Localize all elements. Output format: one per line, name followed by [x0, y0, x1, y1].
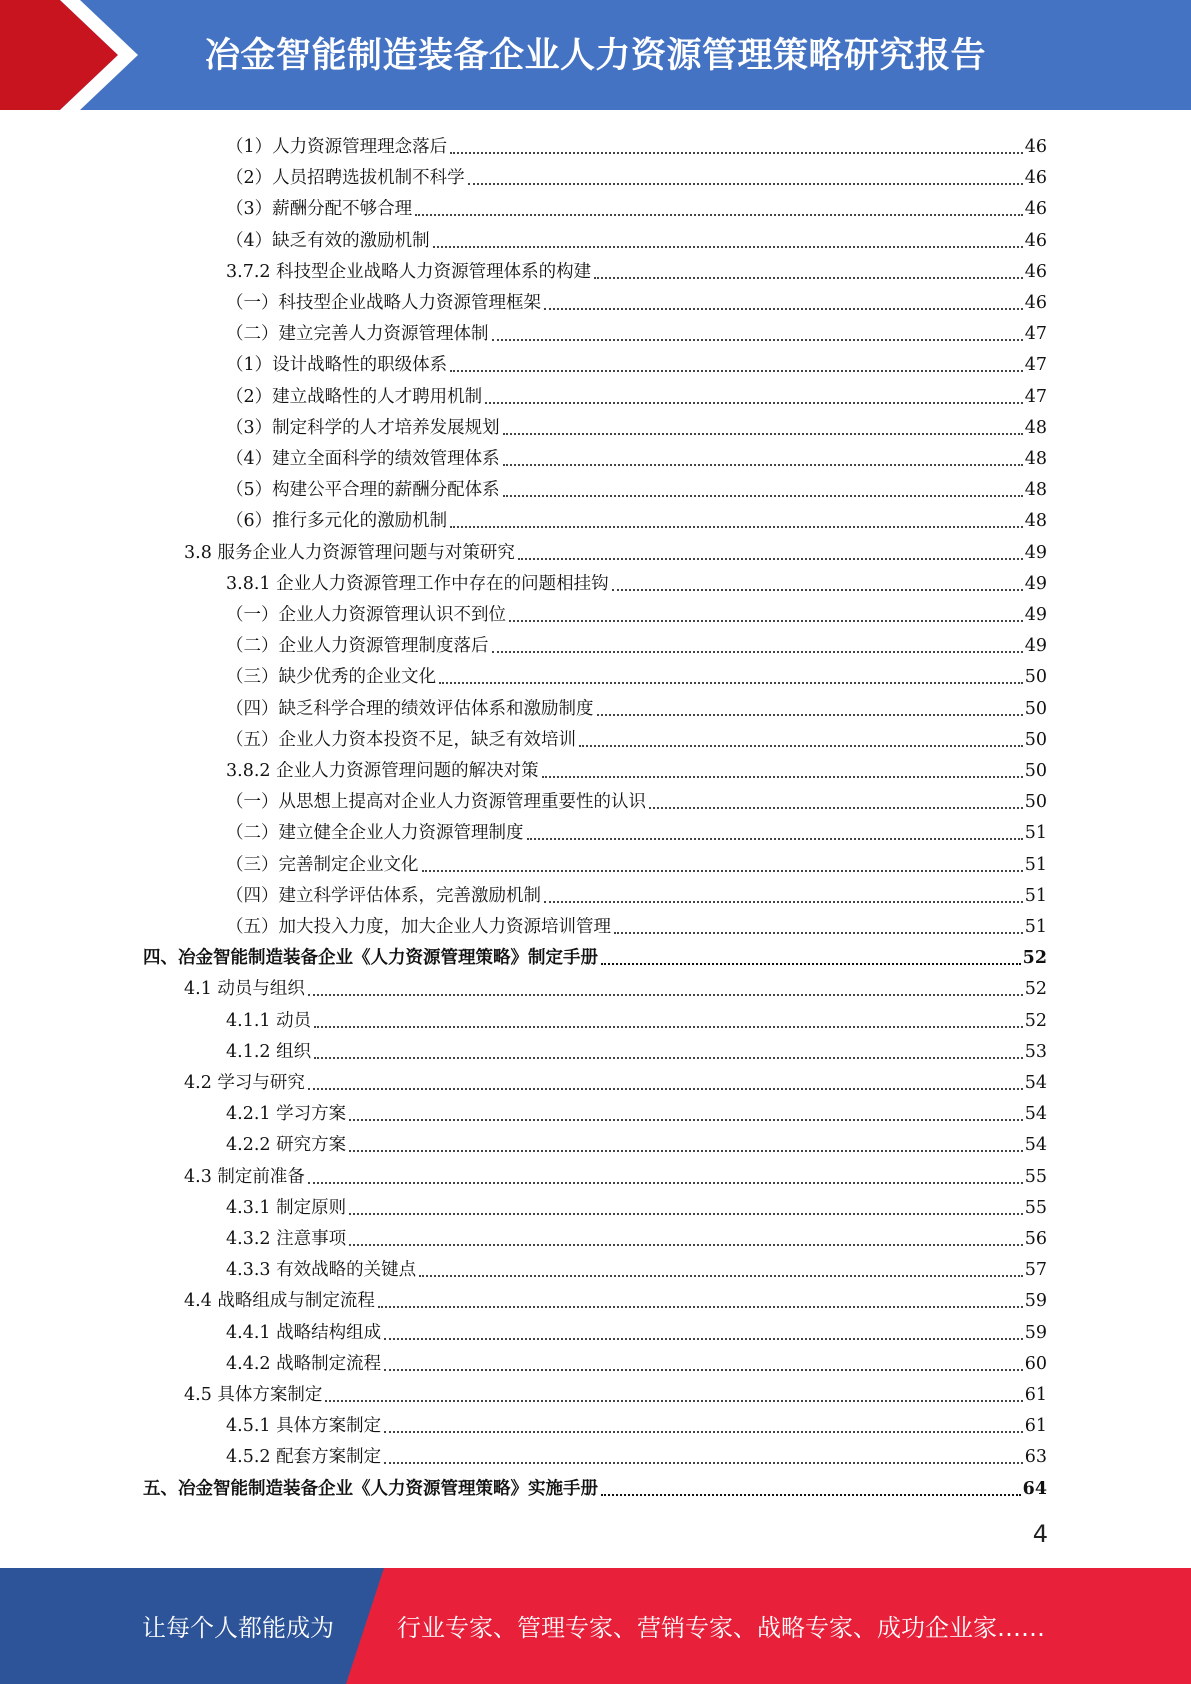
- toc-leader-dots: [422, 870, 1023, 872]
- toc-entry-label: 4.2.2 研究方案: [226, 1135, 347, 1156]
- toc-entry-page: 57: [1024, 1260, 1047, 1281]
- toc-entry[interactable]: [184, 533, 1047, 564]
- toc-entry-label: 4.4.2 战略制定流程: [226, 1353, 382, 1374]
- toc-entry-label: （二）企业人力资源管理制度落后: [226, 636, 489, 657]
- toc-entry[interactable]: [226, 283, 1047, 314]
- toc-entry-page: 46: [1024, 199, 1047, 220]
- toc-entry-label: 4.3 制定前准备: [184, 1166, 305, 1187]
- toc-leader-dots: [349, 1150, 1023, 1152]
- toc-leader-dots: [492, 339, 1023, 341]
- toc-leader-dots: [314, 1057, 1023, 1059]
- toc-leader-dots: [649, 807, 1023, 809]
- toc-entry-label: 4.2 学习与研究: [184, 1073, 305, 1093]
- toc-entry-page: 59: [1024, 1291, 1047, 1312]
- toc-entry-label: 4.5 具体方案制定: [184, 1385, 323, 1405]
- toc-entry[interactable]: [226, 907, 1047, 938]
- toc-entry-page: 63: [1024, 1447, 1047, 1468]
- toc-entry-label: （二）建立完善人力资源管理体制: [226, 324, 489, 345]
- toc-entry[interactable]: [226, 439, 1047, 470]
- toc-entry-label: 4.4.1 战略结构组成: [226, 1322, 382, 1343]
- toc-entry-label: （三）完善制定企业文化: [226, 854, 419, 875]
- toc-entry-page: 48: [1024, 417, 1047, 438]
- toc-entry-page: 50: [1024, 792, 1047, 813]
- toc-entry-page: 49: [1024, 573, 1047, 594]
- toc-entry-label: （四）缺乏科学合理的绩效评估体系和激励制度: [226, 698, 594, 719]
- page-footer: [0, 1568, 1191, 1684]
- page-number: 4: [1032, 1520, 1048, 1548]
- toc-entry-page: 64: [1022, 1478, 1047, 1499]
- toc-entry-page: 46: [1024, 137, 1047, 157]
- toc-entry-label: （三）缺少优秀的企业文化: [226, 667, 436, 688]
- toc-leader-dots: [378, 1306, 1023, 1308]
- toc-leader-dots: [503, 433, 1023, 435]
- toc-leader-dots: [503, 464, 1023, 466]
- toc-leader-dots: [601, 963, 1021, 965]
- toc-entry[interactable]: [226, 564, 1047, 595]
- toc-entry-page: 54: [1024, 1135, 1047, 1156]
- toc-entry[interactable]: [184, 969, 1047, 1000]
- toc-entry[interactable]: [226, 345, 1047, 376]
- toc-entry[interactable]: [226, 470, 1047, 501]
- toc-entry-page: 52: [1022, 948, 1047, 969]
- toc-entry-label: 四、冶金智能制造装备企业《人力资源管理策略》制定手册: [143, 948, 598, 969]
- toc-entry-label: （6）推行多元化的激励机制: [226, 511, 448, 532]
- toc-entry[interactable]: [226, 626, 1047, 657]
- toc-entry-label: （5）构建公平合理的薪酬分配体系: [226, 480, 500, 501]
- toc-entry-page: 55: [1024, 1166, 1047, 1187]
- toc-entry-page: 47: [1024, 355, 1047, 376]
- toc-entry[interactable]: [226, 127, 1047, 158]
- toc-entry[interactable]: [226, 501, 1047, 532]
- toc-entry-page: 46: [1024, 230, 1047, 251]
- toc-entry[interactable]: [226, 189, 1047, 220]
- toc-entry-page: 48: [1024, 511, 1047, 532]
- toc-entry[interactable]: [226, 1094, 1047, 1125]
- toc-entry[interactable]: [226, 1344, 1047, 1375]
- toc-leader-dots: [384, 1338, 1023, 1340]
- toc-leader-dots: [349, 1119, 1023, 1121]
- toc-leader-dots: [450, 526, 1023, 528]
- toc-entry-page: 49: [1024, 605, 1047, 625]
- toc-entry-label: 4.1.1 动员: [226, 1010, 312, 1031]
- toc-entry-page: 56: [1024, 1229, 1047, 1249]
- toc-entry[interactable]: [226, 1219, 1047, 1250]
- toc-leader-dots: [612, 589, 1023, 591]
- toc-entry[interactable]: [226, 782, 1047, 813]
- toc-entry-label: 4.3.3 有效战略的关键点: [226, 1260, 417, 1281]
- toc-entry-label: 3.8.1 企业人力资源管理工作中存在的问题相挂钩: [226, 573, 609, 594]
- toc-entry-page: 54: [1024, 1073, 1047, 1093]
- toc-entry[interactable]: [226, 876, 1047, 907]
- toc-entry-page: 60: [1024, 1353, 1047, 1374]
- toc-entry[interactable]: [226, 751, 1047, 782]
- toc-leader-dots: [439, 682, 1023, 684]
- toc-entry-label: （一）科技型企业战略人力资源管理框架: [226, 293, 541, 313]
- toc-leader-dots: [419, 1275, 1023, 1277]
- toc-entry-label: 4.5.2 配套方案制定: [226, 1447, 382, 1468]
- toc-leader-dots: [601, 1494, 1021, 1496]
- toc-entry-label: （4）缺乏有效的激励机制: [226, 230, 430, 251]
- toc-entry-page: 50: [1024, 698, 1047, 719]
- toc-entry[interactable]: [226, 1032, 1047, 1063]
- toc-entry-page: 46: [1024, 293, 1047, 313]
- toc-entry-page: 46: [1024, 168, 1047, 189]
- toc-leader-dots: [308, 1182, 1023, 1184]
- toc-entry[interactable]: [226, 377, 1047, 408]
- toc-entry-label: 五、冶金智能制造装备企业《人力资源管理策略》实施手册: [143, 1478, 598, 1499]
- toc-entry-label: 4.4 战略组成与制定流程: [184, 1291, 375, 1312]
- toc-entry-page: 55: [1024, 1197, 1047, 1218]
- toc-entry-page: 61: [1024, 1385, 1047, 1405]
- toc-entry-label: （一）企业人力资源管理认识不到位: [226, 605, 506, 625]
- toc-entry-label: 4.1 动员与组织: [184, 979, 305, 1000]
- toc-leader-dots: [308, 1088, 1023, 1090]
- toc-entry-label: 4.3.1 制定原则: [226, 1197, 347, 1218]
- toc-entry-label: 3.8 服务企业人力资源管理问题与对策研究: [184, 542, 515, 563]
- toc-entry-label: （1）设计战略性的职级体系: [226, 355, 448, 376]
- toc-entry-label: 4.1.2 组织: [226, 1041, 312, 1062]
- toc-leader-dots: [384, 1462, 1023, 1464]
- toc-entry-page: 51: [1024, 823, 1047, 844]
- toc-leader-dots: [544, 308, 1023, 310]
- toc-leader-dots: [492, 651, 1023, 653]
- toc-entry[interactable]: [226, 1250, 1047, 1281]
- toc-entry-page: 54: [1024, 1104, 1047, 1125]
- toc-entry[interactable]: [143, 938, 1047, 969]
- toc-leader-dots: [509, 620, 1023, 622]
- toc-entry[interactable]: [226, 689, 1047, 720]
- report-title: 冶金智能制造装备企业人力资源管理策略研究报告: [205, 36, 987, 76]
- toc-entry-label: （五）加大投入力度，加大企业人力资源培训管理: [226, 917, 611, 937]
- toc-entry-page: 53: [1024, 1041, 1047, 1062]
- toc-entry-page: 51: [1024, 917, 1047, 937]
- toc-entry-label: 3.8.2 企业人力资源管理问题的解决对策: [226, 761, 539, 781]
- toc-entry-label: （二）建立健全企业人力资源管理制度: [226, 823, 524, 844]
- toc-entry[interactable]: [226, 1125, 1047, 1156]
- toc-leader-dots: [518, 558, 1023, 560]
- toc-entry-page: 51: [1024, 854, 1047, 875]
- toc-entry[interactable]: [226, 1188, 1047, 1219]
- toc-entry-page: 48: [1024, 449, 1047, 469]
- toc-entry[interactable]: [184, 1375, 1047, 1406]
- toc-leader-dots: [468, 183, 1023, 185]
- toc-entry[interactable]: [226, 845, 1047, 876]
- toc-leader-dots: [542, 776, 1023, 778]
- toc-leader-dots: [485, 402, 1023, 404]
- toc-entry-page: 50: [1024, 667, 1047, 688]
- toc-leader-dots: [597, 714, 1023, 716]
- toc-leader-dots: [349, 1213, 1023, 1215]
- toc-entry[interactable]: [226, 252, 1047, 283]
- toc-entry[interactable]: [143, 1469, 1047, 1500]
- toc-leader-dots: [314, 1026, 1023, 1028]
- toc-entry[interactable]: [226, 221, 1047, 252]
- toc-entry-label: 3.7.2 科技型企业战略人力资源管理体系的构建: [226, 261, 592, 282]
- toc-entry-label: （五）企业人力资本投资不足，缺乏有效培训: [226, 729, 576, 750]
- toc-entry-label: （3）薪酬分配不够合理: [226, 199, 413, 220]
- footer-slogan-left: 让每个人都能成为: [142, 1614, 334, 1642]
- toc-entry[interactable]: [226, 1001, 1047, 1032]
- toc-leader-dots: [614, 932, 1023, 934]
- toc-entry[interactable]: [226, 657, 1047, 688]
- toc-leader-dots: [384, 1369, 1023, 1371]
- toc-entry-page: 47: [1024, 324, 1047, 345]
- toc-leader-dots: [325, 1400, 1022, 1402]
- toc-leader-dots: [594, 277, 1023, 279]
- toc-entry[interactable]: [226, 158, 1047, 189]
- toc-leader-dots: [415, 214, 1023, 216]
- toc-entry[interactable]: [226, 1313, 1047, 1344]
- toc-leader-dots: [433, 246, 1023, 248]
- toc-entry-page: 51: [1024, 885, 1047, 906]
- toc-entry-label: 4.3.2 注意事项: [226, 1229, 347, 1249]
- header-arrow-decoration: [0, 0, 200, 110]
- toc-entry-label: （2）人员招聘选拔机制不科学: [226, 168, 465, 189]
- toc-leader-dots: [384, 1431, 1023, 1433]
- toc-entry-label: （3）制定科学的人才培养发展规划: [226, 417, 500, 438]
- toc-leader-dots: [503, 495, 1023, 497]
- toc-entry[interactable]: [184, 1281, 1047, 1312]
- toc-entry-page: 47: [1024, 386, 1047, 407]
- toc-entry-page: 46: [1024, 261, 1047, 282]
- toc-entry-label: 4.5.1 具体方案制定: [226, 1416, 382, 1437]
- toc-leader-dots: [308, 994, 1023, 996]
- toc-leader-dots: [544, 901, 1023, 903]
- toc-entry-label: （一）从思想上提高对企业人力资源管理重要性的认识: [226, 792, 646, 813]
- toc-entry-label: （1）人力资源管理理念落后: [226, 137, 448, 157]
- toc-entry-page: 61: [1024, 1416, 1047, 1437]
- toc-entry-page: 59: [1024, 1322, 1047, 1343]
- toc-entry[interactable]: [226, 408, 1047, 439]
- toc-entry-page: 48: [1024, 480, 1047, 501]
- footer-slogan-right: 行业专家、管理专家、营销专家、战略专家、成功企业家……: [397, 1614, 1045, 1642]
- toc-leader-dots: [349, 1244, 1023, 1246]
- toc-entry-label: （4）建立全面科学的绩效管理体系: [226, 449, 500, 469]
- toc-entry[interactable]: [226, 813, 1047, 844]
- toc-entry[interactable]: [226, 1406, 1047, 1437]
- toc-entry[interactable]: [226, 1437, 1047, 1468]
- page-header: [0, 0, 1191, 110]
- toc-entry-label: （四）建立科学评估体系，完善激励机制: [226, 885, 541, 906]
- toc-entry[interactable]: [226, 314, 1047, 345]
- toc-entry-page: 49: [1024, 542, 1047, 563]
- toc-entry[interactable]: [184, 1063, 1047, 1094]
- toc-entry[interactable]: [226, 595, 1047, 626]
- toc-entry-label: （2）建立战略性的人才聘用机制: [226, 386, 483, 407]
- toc-entry-page: 52: [1024, 1010, 1047, 1031]
- toc-entry-page: 50: [1024, 761, 1047, 781]
- toc-leader-dots: [527, 838, 1023, 840]
- toc-entry[interactable]: [184, 1157, 1047, 1188]
- toc-leader-dots: [450, 370, 1023, 372]
- toc-entry-page: 49: [1024, 636, 1047, 657]
- toc-leader-dots: [579, 745, 1023, 747]
- toc-leader-dots: [450, 152, 1023, 154]
- toc-entry-label: 4.2.1 学习方案: [226, 1104, 347, 1125]
- toc-entry-page: 50: [1024, 729, 1047, 750]
- toc-entry[interactable]: [226, 720, 1047, 751]
- toc-entry-page: 52: [1024, 979, 1047, 1000]
